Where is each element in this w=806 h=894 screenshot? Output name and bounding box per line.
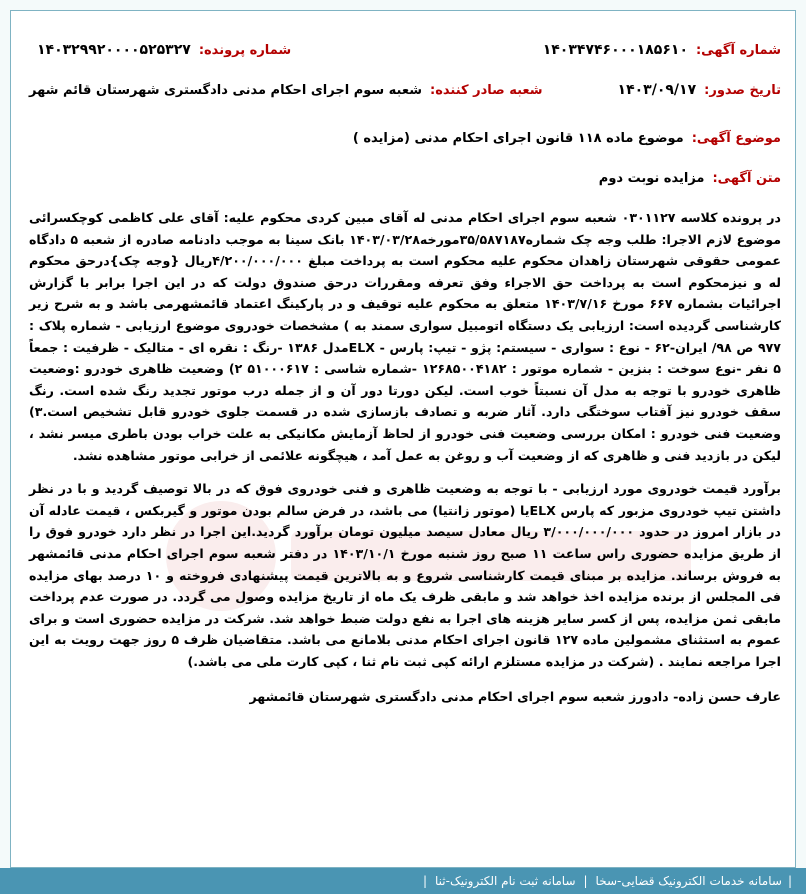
issuer xyxy=(29,83,543,98)
subject-value: موضوع ماده ۱۱۸ قانون اجرای احکام مدنی (مزایده ) xyxy=(352,130,684,146)
issue-date-label: تاریخ صدور: xyxy=(704,82,781,98)
paragraph-case-details: در پرونده کلاسه ۰۳۰۱۱۲۷ شعبه سوم اجرای احکام مدنی له آقای مبین کردی محکوم علیه: آقای علی کاظمی کوچکسرائی موضوع لازم الاجرا: طلب وجه چک شماره۳۵/۵۸۷۱۸۷مورخه۱۴۰۳/۰۳/۲۸ بانک سینا به موجب دادنامه صادره از شعبه ۵ دادگاه عمومی حقوقی شهرستان زاهدان محکوم علیه محکوم است به پرداخت مبلغ ۴/۲۰۰/۰۰۰/۰۰۰ریال {وجه چک}درحق محکوم له و نیزمحکوم است به پرداخت حق الاجراء وفق تعرفه ومقررات درحق صندوق دولت که در این اجرا برابر با گزارش اجرائیات بشماره ۶۶۷ مورخ ۱۴۰۳/۷/۱۶ متعلق به محکوم علیه توقیف و در پارکینگ اعتماد قائمشهرمی باشد و به شرح زیر کارشناسی گردیده است: ارزیابی یک دستگاه اتومبیل سواری سمند به ) مشخصات خودروی موضوع ارزیابی - شماره پلاک : ۹۷۷ ص ۹۸/ ایران-۶۲ - نوع : سواری - سیستم: پژو - تیپ: پارس - ELXمدل ۱۳۸۶ -رنگ : نقره ای - متالیک - ظرفیت : جمعاً ۵ نفر -نوع سوخت : بنزین - شماره موتور : ۱۲۶۸۵۰۰۴۱۸۲ -شماره شاسی : ۵۱۰۰۰۶۱۷ ۲) وضعیت ظاهری خودرو :وضعیت ظاهری خودرو با توجه به مدل آن نسبتاً خوب است. لیکن دورتا دور آن و از جمله درب موتور تجدید رنگ شده است. رنگ سقف خودرو نیز آفتاب سوختگی دارد. آثار ضربه و تصادف بازسازی شده در قسمت جلوی خودرو قابل تشخیص است.۳) وضعیت فنی خودرو : امکان بررسی وضعیت فنی خودرو از لحاظ آزمایش مکانیکی به علت خراب بودن باطری میسر نشد ، لیکن در بازدید فنی و ظاهری که از وضعیت آب و روغن به عمل آمد ، هیچگونه علائمی از خرابی موتور مشاهده نشد. xyxy=(29,210,782,463)
notice-text-value: مزایده نوبت دوم xyxy=(598,170,705,186)
footer-separator: | xyxy=(422,874,428,888)
sakha-link[interactable]: سامانه خدمات الکترونیک قضایی-سخا xyxy=(595,874,782,888)
footer-separator: | xyxy=(787,874,792,888)
sana-link[interactable]: سامانه ثبت نام الکترونیک-ثنا xyxy=(435,874,576,888)
case-number-label: شماره پرونده: xyxy=(198,42,292,58)
notice-text-label: متن آگهی: xyxy=(712,170,781,186)
footer-separator: | xyxy=(583,874,588,888)
header-row-2 xyxy=(29,73,781,107)
ad-number-value: ۱۴۰۳۴۷۴۶۰۰۰۱۸۵۶۱۰ xyxy=(542,42,688,58)
issuer-label: شعبه صادر کننده: xyxy=(430,82,543,98)
case-number-value: ۱۴۰۳۲۹۹۲۰۰۰۰۵۲۵۳۲۷ xyxy=(37,42,191,58)
ad-number-label: شماره آگهی: xyxy=(695,42,781,58)
notice-text-heading xyxy=(29,165,781,191)
header-row-1 xyxy=(29,33,781,67)
notice-content xyxy=(29,33,781,708)
issue-date-value: ۱۴۰۳/۰۹/۱۷ xyxy=(617,82,697,98)
issuer-value: شعبه سوم اجرای احکام مدنی دادگستری شهرستان قائم شهر xyxy=(29,82,422,98)
paragraph-auction-terms: برآورد قیمت خودروی مورد ارزیابی - با توجه به وضعیت ظاهری و فنی خودروی فوق که در بالا توصیف گردید و با در نظر داشتن تیپ خودروی مزبور که پارس ELXیا (موتور زانتیا) می باشد، در فرض سالم بودن موتور و گیربکس ، قیمت عادله آن در بازار امروز در حدود ۳/۰۰۰/۰۰۰/۰۰۰ ریال معادل سیصد میلیون تومان برآورد گردید.این اجرا در نظر دارد خودرو فوق را از طریق مزایده حضوری راس ساعت ۱۱ صبح روز شنبه مورخ ۱۴۰۳/۱۰/۱ در دفتر شعبه سوم اجرای احکام مدنی قائمشهر به فروش برساند. مزایده بر مبنای قیمت کارشناسی شروع و به بالاترین قیمت پیشنهادی فروخته و ۱۰ درصد بهای مزایده فی المجلس از برنده مزایده اخذ خواهد شد و مابقی ظرف یک ماه از تاریخ مزایده وصول می گردد. در صورت عدم پرداخت مابقی ثمن مزایده، پس از کسر سایر هزینه های اجرا به نفع دولت ضبط خواهد شد. شرکت در مزایده حضوری است و برای عموم به استثنای مشمولین ماده ۱۲۷ قانون اجرای احکام مدنی بلامانع می باشد. متقاضیان ظرف ۵ روز جهت رویت به این اجرا مراجعه نمایند . (شرکت در مزایده مستلزم ارائه کپی ثبت نام ثنا ، کپی کارت ملی می باشد.) xyxy=(29,481,782,669)
notice-frame xyxy=(10,10,796,868)
issue-date xyxy=(618,82,781,98)
subject-label: موضوع آگهی: xyxy=(691,130,781,146)
footer-bar xyxy=(0,868,806,894)
subject xyxy=(29,125,781,151)
paragraph-signature: عارف حسن زاده- دادورز شعبه سوم اجرای احکام مدنی دادگستری شهرستان قائمشهر xyxy=(249,689,781,705)
ad-number xyxy=(543,42,781,58)
case-number xyxy=(37,42,291,58)
